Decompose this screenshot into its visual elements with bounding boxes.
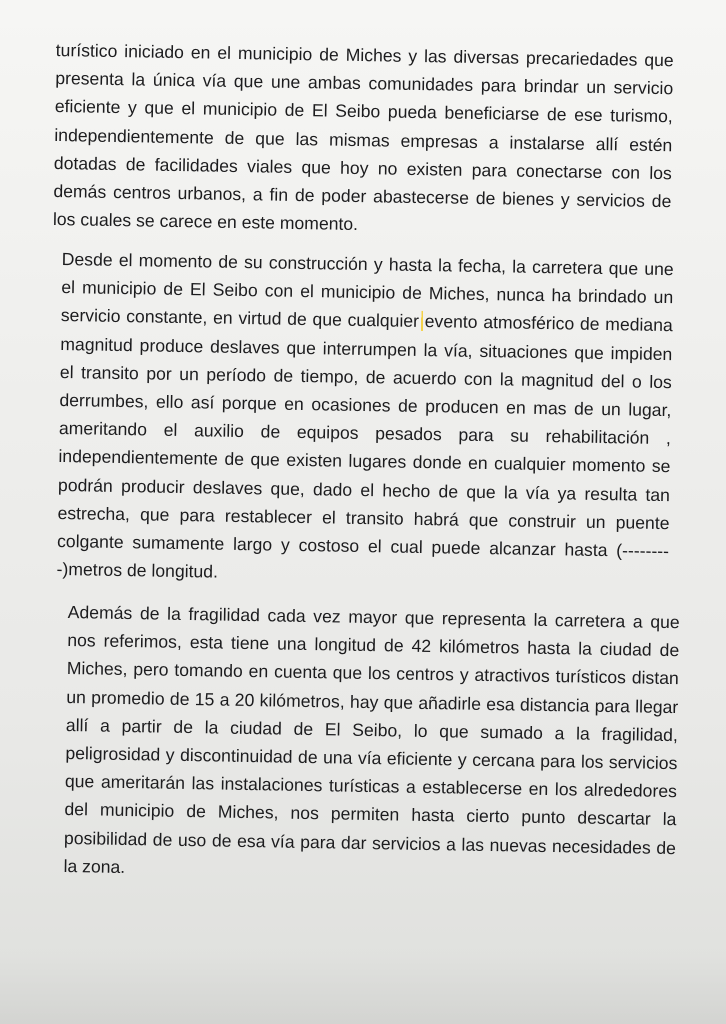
paragraph-3: Además de la fragilidad cada vez mayor que representa la carretera a que nos referimos, esta tiene una longitud de 42 kilómetros hasta la ciudad de Miches, pero tomando en cuenta que los centros y atractivos turísticos distan un promedio de 15 a 20 kilómetros, hay que añadirle esa distancia para llegar allí a partir de la ciudad de El Seibo, lo que sumado a la fragilidad, peligrosidad y discontinuidad de una vía eficiente y cercana para los servicios que ameritarán las instalaciones turísticas a establecerse en los alrededores del municipio de Miches, nos permiten hasta cierto punto descartar la posibilidad de uso de esa vía para dar servicios a las nuevas necesidades de la zona. [63,601,680,877]
paragraph-2-text-start: Desde el momento de su construcción y hasta la fecha, la carretera que une el municipio de El Seibo con el municipio de Miches, nunca ha brindado un servicio constante, en virtud de que cualquier [60,249,674,332]
paragraph-2 [56,245,674,594]
paragraph-1: turístico iniciado en el municipio de Miches y las diversas precariedades que presenta la única vía que une ambas comunidades para brindar un servicio eficiente y que el municipio de El Seibo pueda beneficiarse de ese turismo, independientemente de que las mismas empresas a instalarse allí estén dotadas de facilidades viales que hoy no existen para conectarse con los demás centros urbanos, a fin de poder abastecerse de bienes y servicios de los cuales se carece en este momento. [52,39,674,235]
paragraph-2-text-end: evento atmosférico de mediana magnitud produce deslaves que interrumpen la vía, situaciones que impiden el transito por un período de tiempo, de acuerdo con la magnitud del o los derrumbes, ello así porque en ocasiones de producen en mas de un lugar, ameritando el auxilio de equipos pesados para su rehabilitación , independientemente de que existen lugares donde en cualquier momento se podrán producir deslaves que, dado el hecho de que la vía ya resulta tan estrecha, que para restablecer el transito habrá que construir un puente colgante sumamente largo y costoso el cual puede alcanzar hasta (---------)metros de longitud. [56,311,673,583]
